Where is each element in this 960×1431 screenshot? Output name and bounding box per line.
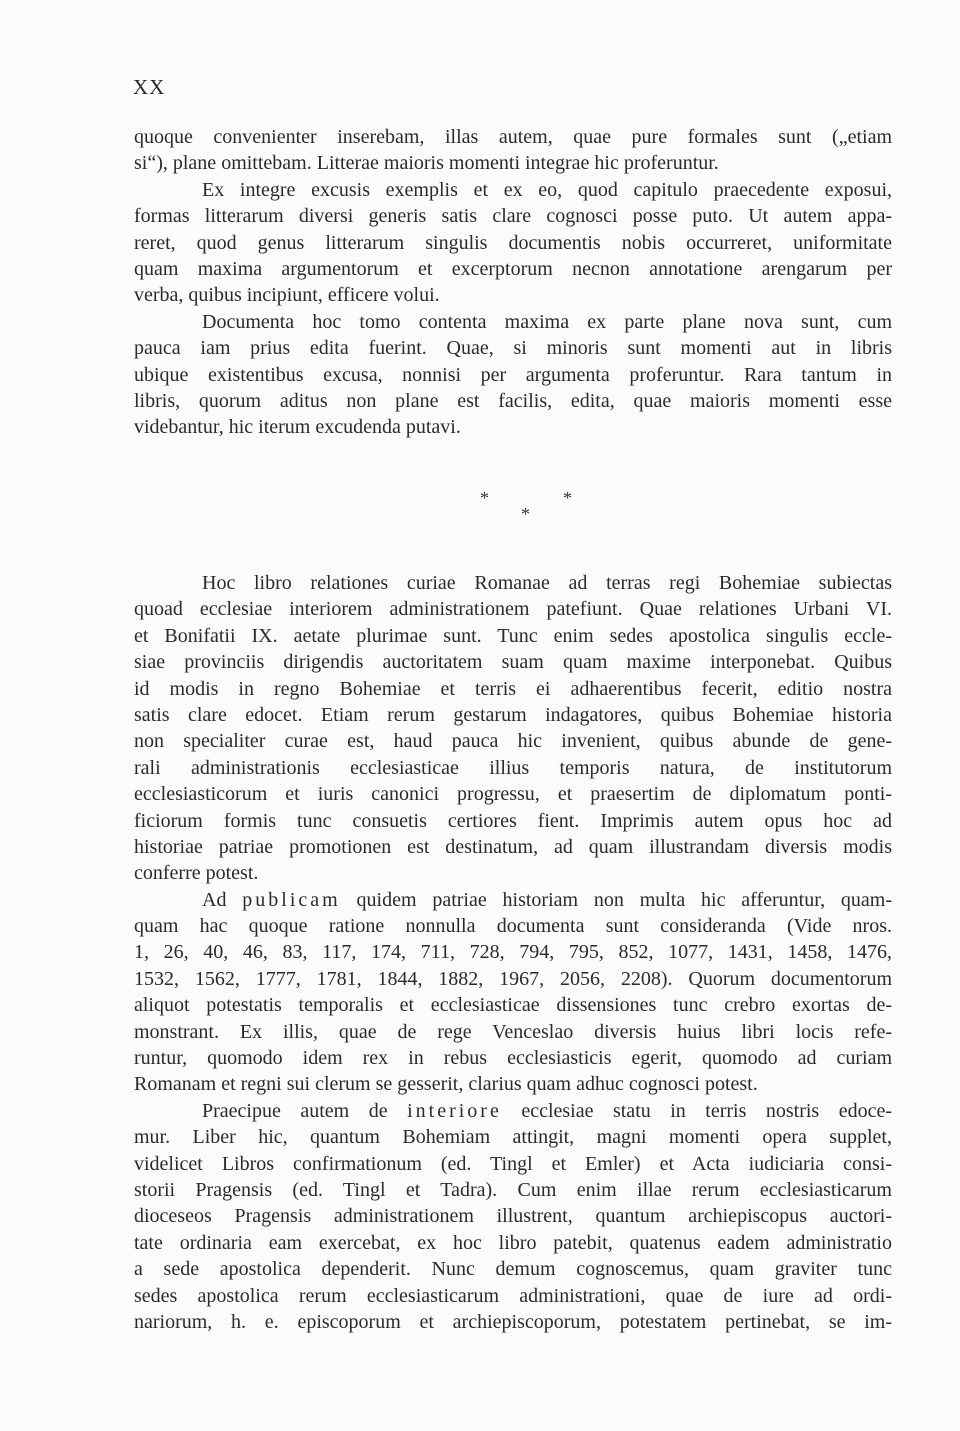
paragraph-block-2 (134, 570, 892, 1335)
text-line: nariorum, h. e. episcoporum et archiepiscoporum, potestatem pertinebat, se im- (134, 1310, 892, 1333)
page-number: XX (133, 75, 166, 99)
text-line: libris, quorum aditus non plane est facilis, edita, quae maioris momenti esse (134, 389, 892, 412)
paragraph-block-1 (134, 124, 892, 441)
text-line (134, 887, 892, 913)
text-line: 1532, 1562, 1777, 1781, 1844, 1882, 1967, 2056, 2208). Quorum documentorum (134, 967, 892, 990)
text-line (134, 1098, 892, 1124)
text-line: ecclesiasticorum et iuris canonici progressu, et praesertim de diplomatum ponti- (134, 783, 892, 806)
separator-star: * (480, 488, 489, 508)
text-segment: Ad (202, 888, 243, 911)
separator-star: * (521, 504, 530, 524)
text-segment: Praecipue autem de (202, 1099, 408, 1122)
text-line: Ex integre excusis exemplis et ex eo, quod capitulo praecedente exposui, (202, 178, 892, 201)
text-line: ubique existentibus excusa, nonnisi per argumenta proferuntur. Rara tantum in (134, 363, 892, 386)
text-segment: ecclesiae statu in terris nostris edoce- (501, 1099, 892, 1122)
spaced-emphasis: publicam (242, 888, 341, 911)
text-line: tate ordinaria eam exercebat, ex hoc libro patebit, quatenus eadem administratio (134, 1231, 892, 1254)
text-line: dioceseos Pragensis administrationem illustrent, quantum archiepiscopus auctori- (134, 1205, 892, 1228)
text-line: formas litterarum diversi generis satis clare cognosci posse puto. Ut autem appa- (134, 205, 892, 228)
text-line: historiae patriae promotionen est destinatum, ad quam illustrandam diversis modis (134, 835, 892, 858)
text-line: siae provinciis dirigendis auctoritatem suam quam maxime interponebat. Quibus (134, 651, 892, 674)
text-line: videlicet Libros confirmationum (ed. Tingl et Emler) et Acta iudiciaria consi- (134, 1152, 892, 1175)
text-line: satis clare edocet. Etiam rerum gestarum indagatores, quibus Bohemiae historia (134, 703, 892, 726)
text-line: 1, 26, 40, 46, 83, 117, 174, 711, 728, 794, 795, 852, 1077, 1431, 1458, 1476, (134, 941, 892, 964)
text-line: id modis in regno Bohemiae et terris ei adhaerentibus fecerit, editio nostra (134, 677, 892, 700)
text-line: runtur, quomodo idem rex in rebus ecclesiasticis egerit, quomodo ad curiam (134, 1047, 892, 1070)
text-line: quoad ecclesiae interiorem administrationem patefiunt. Quae relationes Urbani VI. (134, 598, 892, 621)
text-line: quam hac quoque ratione nonnulla documenta sunt consideranda (Vide nros. (134, 915, 892, 938)
text-line: storii Pragensis (ed. Tingl et Tadra). Cum enim illae rerum ecclesiasticarum (134, 1178, 892, 1201)
text-line: quam maxima argumentorum et excerptorum necnon annotatione arengarum per (134, 257, 892, 280)
text-line: et Bonifatii IX. aetate plurimae sunt. Tunc enim sedes apostolica singulis eccle- (134, 624, 892, 647)
text-line: a sede apostolica dependerit. Nunc demum cognoscemus, quam graviter tunc (134, 1258, 892, 1281)
text-line: Documenta hoc tomo contenta maxima ex parte plane nova sunt, cum (202, 310, 892, 333)
text-line: Romanam et regni sui clerum se gesserit, clarius quam adhuc cognosci potest. (134, 1073, 758, 1096)
text-line: rali administrationis ecclesiasticae illius temporis natura, de institutorum (134, 756, 892, 779)
text-segment: quidem patriae historiam non multa hic afferuntur, quam- (340, 888, 892, 911)
text-line: Hoc libro relationes curiae Romanae ad terras regi Bohemiae subiectas (202, 572, 892, 594)
text-line: sedes apostolica rerum ecclesiasticarum administrationi, quae de iure ad ordi- (134, 1284, 892, 1307)
text-line: reret, quod genus litterarum singulis documentis nobis occurreret, uniformitate (134, 231, 892, 254)
text-line: mur. Liber hic, quantum Bohemiam attingit, magni momenti opera supplet, (134, 1126, 892, 1149)
text-line: verba, quibus incipiunt, efficere volui. (134, 284, 440, 307)
spaced-emphasis: interiore (407, 1099, 502, 1122)
text-line: pauca iam prius edita fuerint. Quae, si minoris sunt momenti aut in libris (134, 337, 892, 360)
text-line: si“), plane omittebam. Litterae maioris momenti integrae hic proferuntur. (134, 152, 719, 175)
text-line: aliquot potestatis temporalis et ecclesiasticae dissensiones tunc crebro exortas de- (134, 994, 892, 1017)
separator-star: * (563, 488, 572, 508)
text-line: monstrant. Ex illis, quae de rege Venceslao diversis huius libri locis refe- (134, 1020, 892, 1043)
text-line: videbantur, hic iterum excudenda putavi. (134, 416, 461, 439)
text-line: non specialiter curae est, haud pauca hic invenient, quibus abunde de gene- (134, 730, 892, 753)
text-line: conferre potest. (134, 862, 259, 885)
text-line: quoque convenienter inserebam, illas autem, quae pure formales sunt („etiam (134, 126, 892, 148)
text-line: ficiorum formis tunc consuetis certiores fient. Imprimis autem opus hoc ad (134, 809, 892, 832)
